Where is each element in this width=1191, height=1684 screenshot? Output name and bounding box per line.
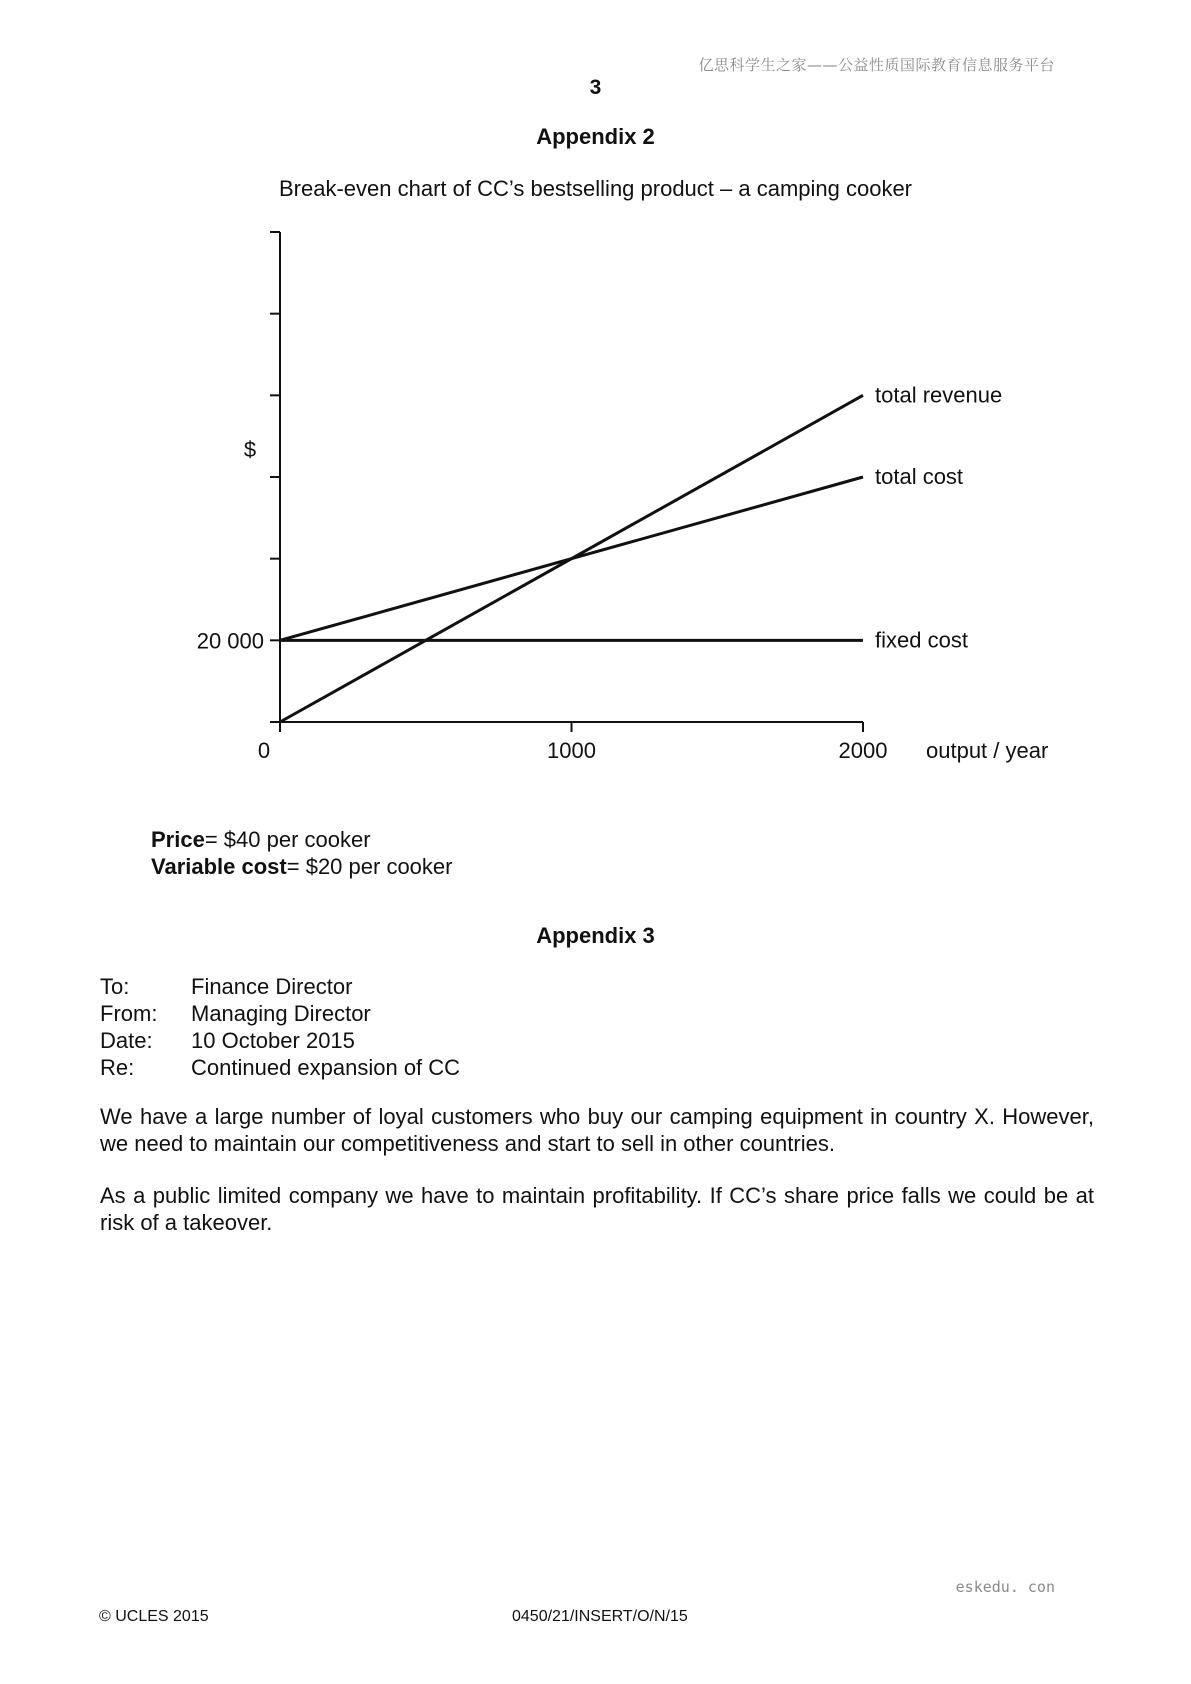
chart-labels xyxy=(244,382,1048,763)
price-line xyxy=(151,826,452,853)
memo-row xyxy=(100,1000,460,1027)
chart-axes xyxy=(280,232,863,722)
chart-ticks xyxy=(197,232,888,763)
fixed-cost-label: fixed cost xyxy=(875,627,968,653)
site-watermark: eskedu. con xyxy=(955,1578,1055,1596)
y-axis-label: $ xyxy=(243,437,257,463)
footer-copyright: © UCLES 2015 xyxy=(99,1608,209,1625)
memo-header xyxy=(100,973,460,1081)
memo-value: Managing Director xyxy=(191,1001,371,1026)
price-value: = $40 per cooker xyxy=(204,827,371,852)
memo-key: From: xyxy=(100,1001,158,1026)
x-tick-label: 1000 xyxy=(547,738,596,763)
variable-cost-value: = $20 per cooker xyxy=(286,854,453,879)
variable-cost-line xyxy=(151,853,452,880)
memo-row xyxy=(100,1054,460,1081)
memo-value: Finance Director xyxy=(191,974,353,999)
variable-cost-label: Variable cost xyxy=(151,854,287,879)
memo-paragraph-2: As a public limited company we have to maintain profitability. If CC’s share price falls we could be at risk of a takeover. xyxy=(100,1183,1094,1235)
memo-row xyxy=(100,1027,460,1054)
cost-notes xyxy=(151,826,452,880)
appendix-2-heading: Appendix 2 xyxy=(536,124,655,149)
x-tick-label: 2000 xyxy=(838,738,888,763)
total-cost-line xyxy=(280,477,863,640)
memo-value: 10 October 2015 xyxy=(191,1028,355,1053)
memo-value: Continued expansion of CC xyxy=(191,1055,461,1080)
price-label: Price xyxy=(151,827,205,852)
total-revenue-label: total revenue xyxy=(875,382,1003,408)
chart-series xyxy=(280,395,863,722)
page-number: 3 xyxy=(589,76,602,99)
memo-key: Re: xyxy=(100,1055,135,1080)
y-tick-label: 20 000 xyxy=(196,628,264,654)
memo-key: Date: xyxy=(100,1028,153,1053)
watermark-text: 亿思科学生之家——公益性质国际教育信息服务平台 xyxy=(698,56,1055,74)
x-tick-label: 0 xyxy=(257,738,271,763)
memo-paragraph-1: We have a large number of loyal customers who buy our camping equipment in country X. However, we need to maintain our competitiveness and start to sell in other countries. xyxy=(100,1104,1094,1156)
footer-code: 0450/21/INSERT/O/N/15 xyxy=(512,1608,688,1625)
appendix-3-heading: Appendix 3 xyxy=(536,923,655,948)
break-even-chart xyxy=(0,0,1191,800)
total-cost-label: total cost xyxy=(875,464,964,489)
x-axis-label: output / year xyxy=(926,738,1049,763)
memo-key: To: xyxy=(100,974,130,999)
chart-title: Break-even chart of CC’s bestselling product – a camping cooker xyxy=(278,176,913,201)
memo-row xyxy=(100,973,460,1000)
